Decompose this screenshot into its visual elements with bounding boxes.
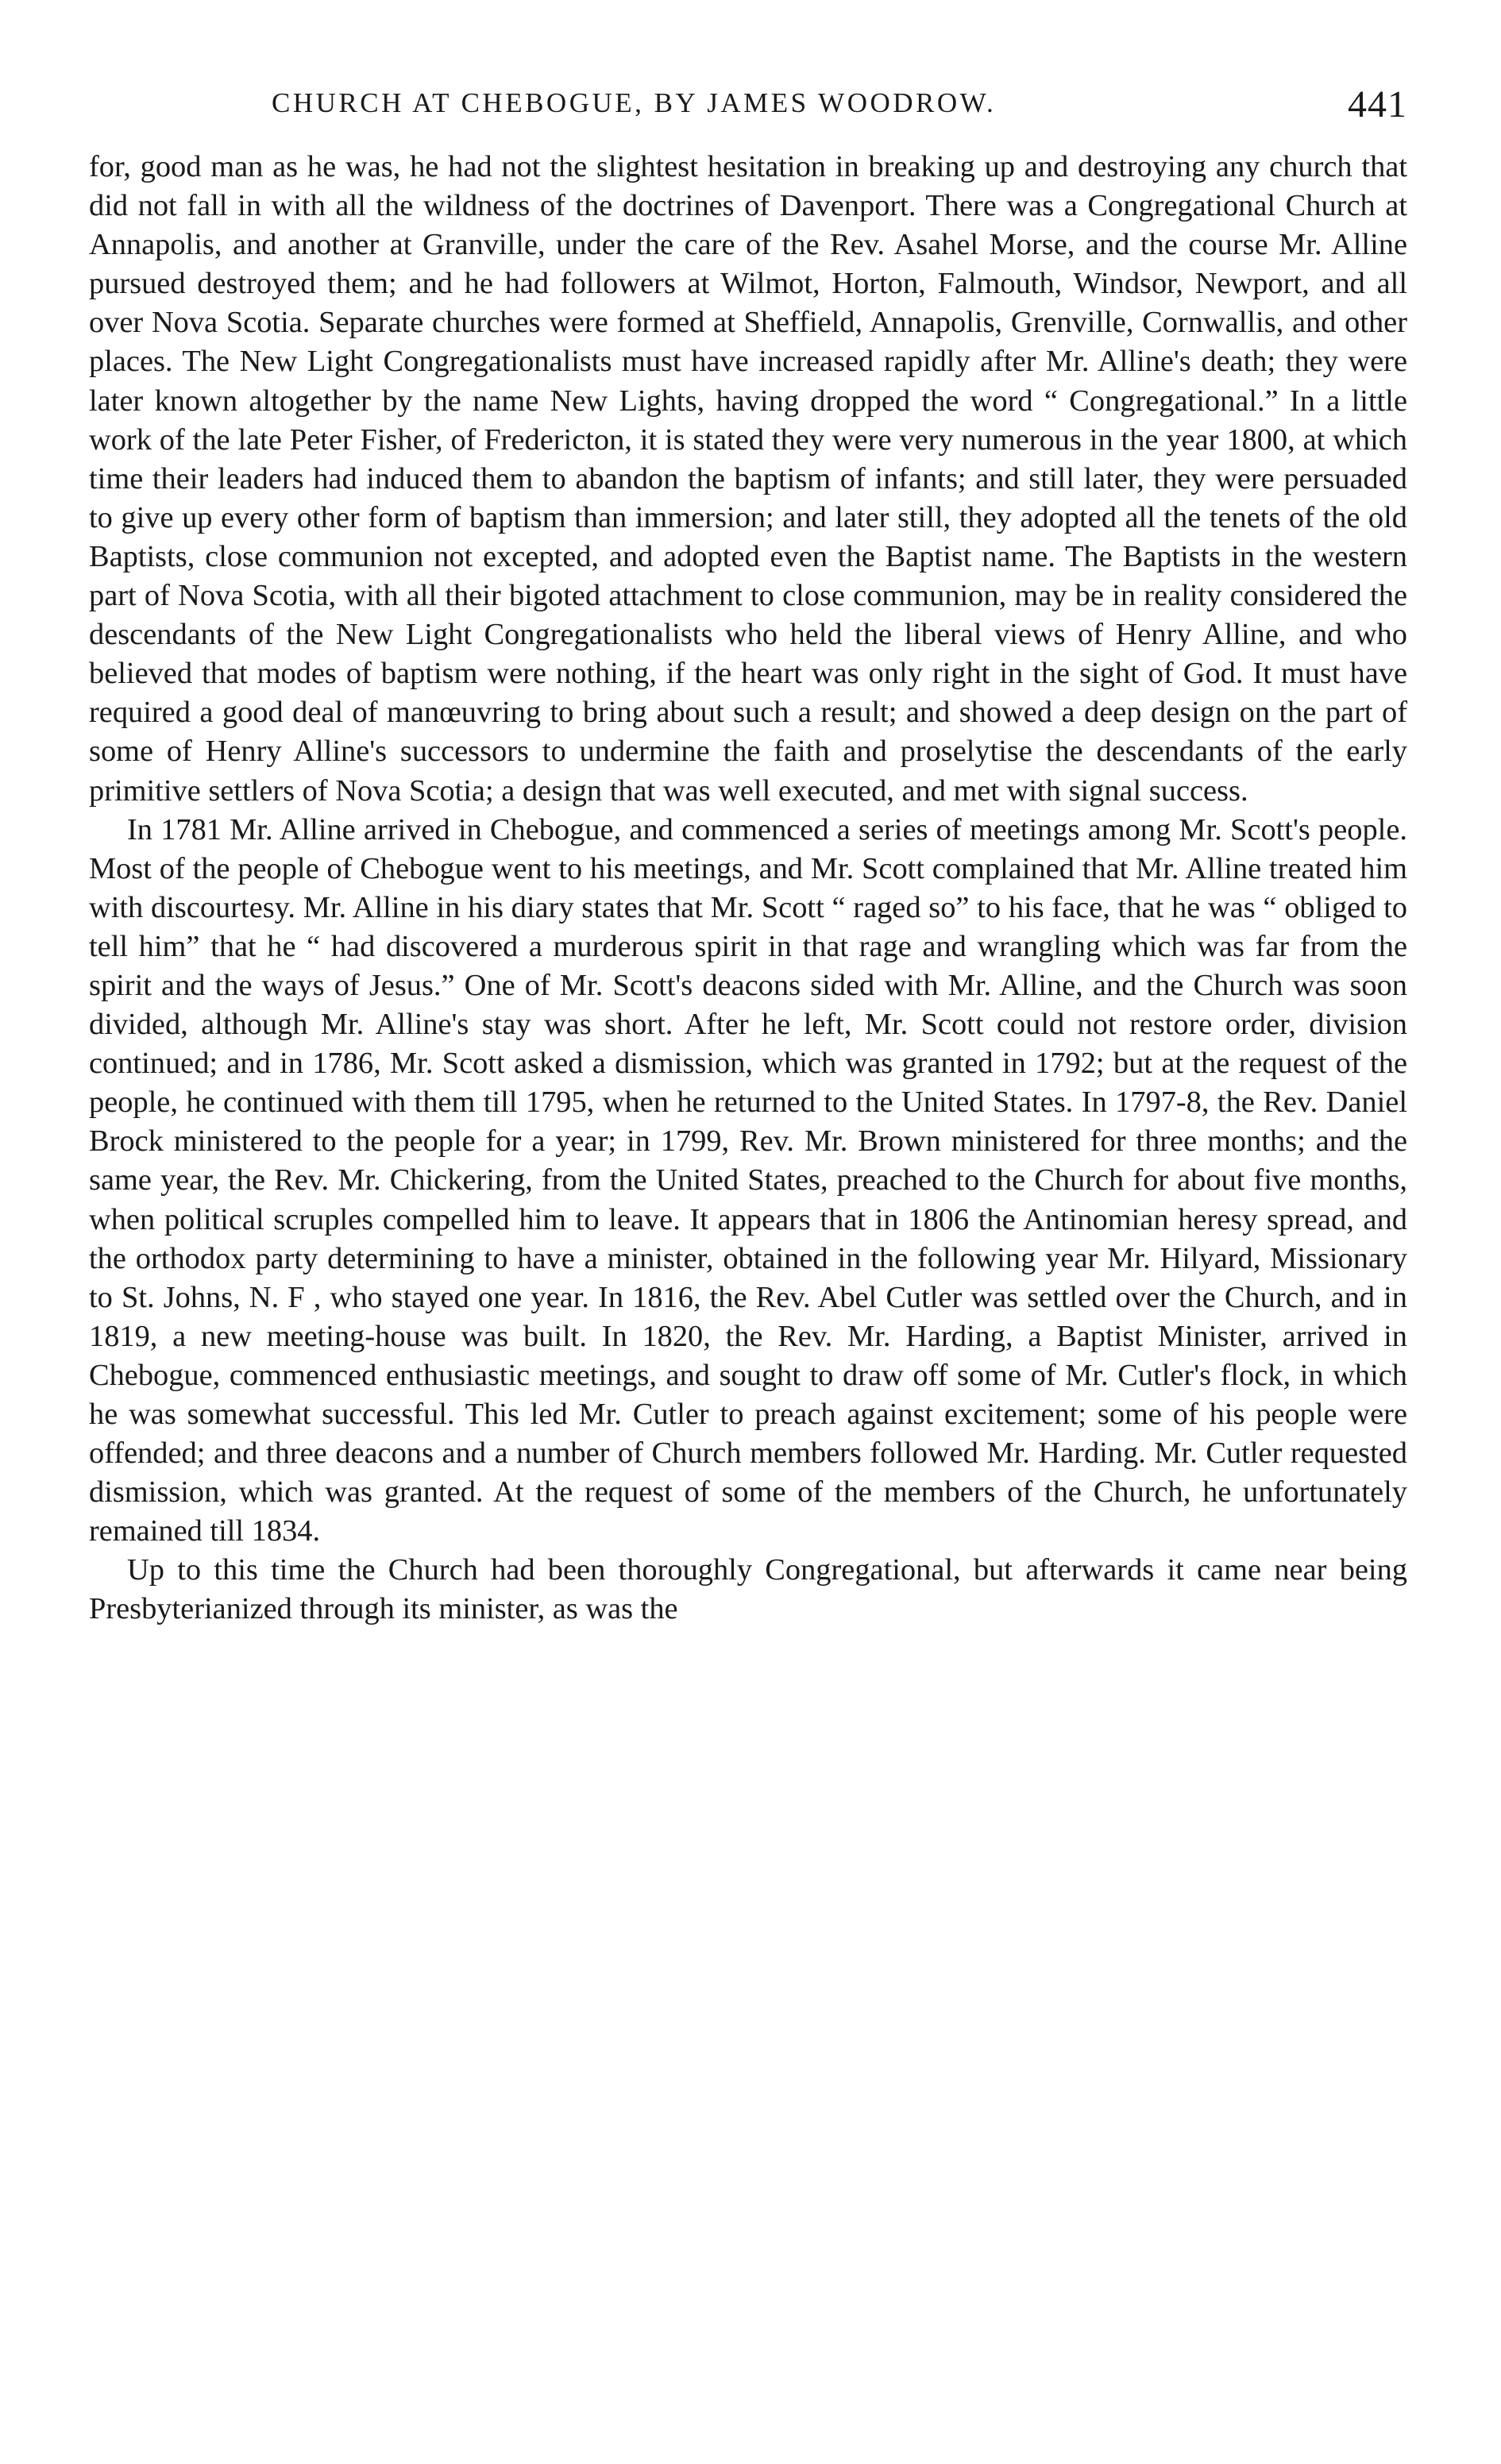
paragraph-congregational: Up to this time the Church had been thoroughly Congregational, but afterwards it came near being Presbyterianized through its minister, as was the (89, 1553, 1407, 1626)
body-text (89, 148, 1407, 1629)
paragraph-alline-arrival: In 1781 Mr. Alline arrived in Chebogue, and commenced a series of meetings among Mr. Scott's people. Most of the people of Chebogue went to his meetings, and Mr. Scott complained that Mr. Alline treated him with discourtesy. Mr. Alline in his diary states that Mr. Scott “ raged so” to his face, that he was “ obliged to tell him” that he “ had discovered a murderous spirit in that rage and wrangling which was far from the spirit and the ways of Jesus.” One of Mr. Scott's deacons sided with Mr. Alline, and the Church was soon divided, although Mr. Alline's stay was short. After he left, Mr. Scott could not restore order, division continued; and in 1786, Mr. Scott asked a dismission, which was granted in 1792; but at the request of the people, he continued with them till 1795, when he returned to the United States. In 1797-8, the Rev. Daniel Brock ministered to the people for a year; in 1799, Rev. Mr. Brown ministered for three months; and the same year, the Rev. Mr. Chickering, from the United States, preached to the Church for about five months, when political scruples compelled him to leave. It appears that in 1806 the Antinomian heresy spread, and the orthodox party determining to have a minister, obtained in the following year Mr. Hilyard, Missionary to St. Johns, N. F , who stayed one year. In 1816, the Rev. Abel Cutler was settled over the Church, and in 1819, a new meeting-house was built. In 1820, the Rev. Mr. Harding, a Baptist Minister, arrived in Chebogue, commenced enthusiastic meetings, and sought to draw off some of Mr. Cutler's flock, in which he was somewhat successful. This led Mr. Cutler to preach against excitement; some of his people were offended; and three deacons and a number of Church members followed Mr. Harding. Mr. Cutler requested dismission, which was granted. At the request of some of the members of the Church, he unfortunately remained till 1834. (89, 812, 1407, 1548)
page-number: 441 (1348, 83, 1407, 125)
book-page (89, 83, 1407, 1629)
paragraph-continued: for, good man as he was, he had not the slightest hesitation in breaking up and destroying any church that did not fall in with all the wildness of the doctrines of Davenport. There was a Congregational Church at Annapolis, and another at Granville, under the care of the Rev. Asahel Morse, and the course Mr. Alline pursued destroyed them; and he had followers at Wilmot, Horton, Falmouth, Windsor, Newport, and all over Nova Scotia. Separate churches were formed at Sheffield, Annapolis, Grenville, Cornwallis, and other places. The New Light Congregationalists must have increased rapidly after Mr. Alline's death; they were later known altogether by the name New Lights, having dropped the word “ Congregational.” In a little work of the late Peter Fisher, of Fredericton, it is stated they were very numerous in the year 1800, at which time their leaders had induced them to abandon the baptism of infants; and still later, they were persuaded to give up every other form of baptism than immersion; and later still, they adopted all the tenets of the old Baptists, close communion not excepted, and adopted even the Baptist name. The Baptists in the western part of Nova Scotia, with all their bigoted attachment to close communion, may be in reality considered the descendants of the New Light Congregationalists who held the liberal views of Henry Alline, and who believed that modes of baptism were nothing, if the heart was only right in the sight of God. It must have required a good deal of manœuvring to bring about such a result; and showed a deep design on the part of some of Henry Alline's successors to undermine the faith and proselytise the descendants of the early primitive settlers of Nova Scotia; a design that was well executed, and met with signal success. (89, 150, 1407, 808)
running-head-title: CHURCH AT CHEBOGUE, BY JAMES WOODROW. (272, 87, 997, 118)
running-head (89, 83, 1407, 137)
